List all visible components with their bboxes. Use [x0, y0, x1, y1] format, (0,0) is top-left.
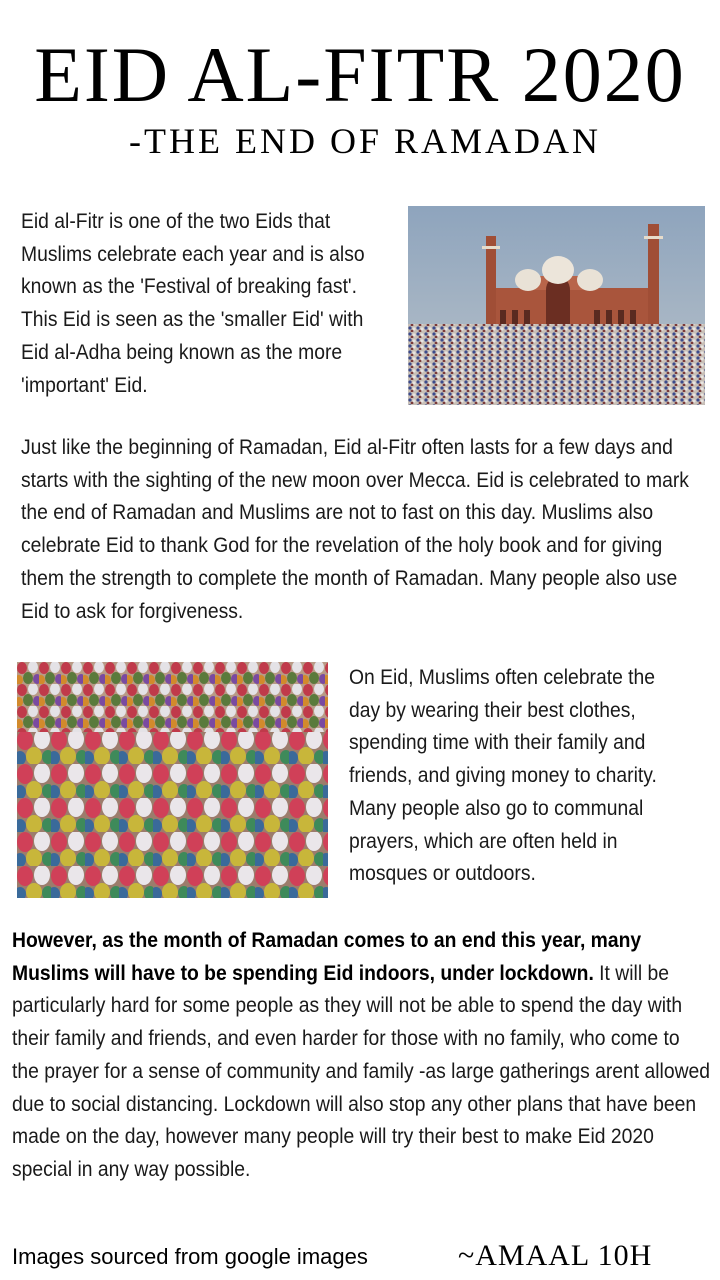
mosque-prayer-photo [408, 206, 705, 405]
lockdown-text: It will be particularly hard for some people as they will not be able to spend the day with their family and friends, and even harder for those with no family, who come to the prayer for a sense of community and family -as large gatherings arent allowed due to social distancing. Lockdown will also stop any other plans that have been made on the day, however many people will try their best to make Eid 2020 special in any way possible. [12, 961, 711, 1181]
celebration-paragraph: On Eid, Muslims often celebrate the day by wearing their best clothes, spending time with their family and friends, and giving money to charity. Many people also go to communal prayers, which are often held in mosques or outdoors. [349, 666, 657, 886]
women-prayer-crowd-photo [17, 662, 328, 898]
image-source-note: Images sourced from google images [12, 1244, 368, 1269]
page-subtitle: -THE END OF RAMADAN [129, 121, 601, 161]
author-signature: ~AMAAL 10H [458, 1239, 653, 1272]
page-title: EID AL-FITR 2020 [34, 31, 686, 118]
lockdown-bold-text: However, as the month of Ramadan comes to an end this year, many Muslims will have to be spending Eid indoors, under lockdown. [12, 929, 642, 985]
intro-paragraph: Eid al-Fitr is one of the two Eids that Muslims celebrate each year and is also known as the 'Festival of breaking fast'. This Eid is seen as the 'smaller Eid' with Eid al-Adha being known as the more 'important' Eid. [21, 210, 365, 397]
lockdown-paragraph [12, 925, 711, 1187]
meaning-paragraph: Just like the beginning of Ramadan, Eid al-Fitr often lasts for a few days and starts with the sighting of the new moon over Mecca. Eid is celebrated to mark the end of Ramadan and Muslims are not to fast on this day. Muslims also celebrate Eid to thank God for the revelation of the holy book and for giving them the strength to complete the month of Ramadan. Many people also use Eid to ask for forgiveness. [21, 436, 689, 623]
